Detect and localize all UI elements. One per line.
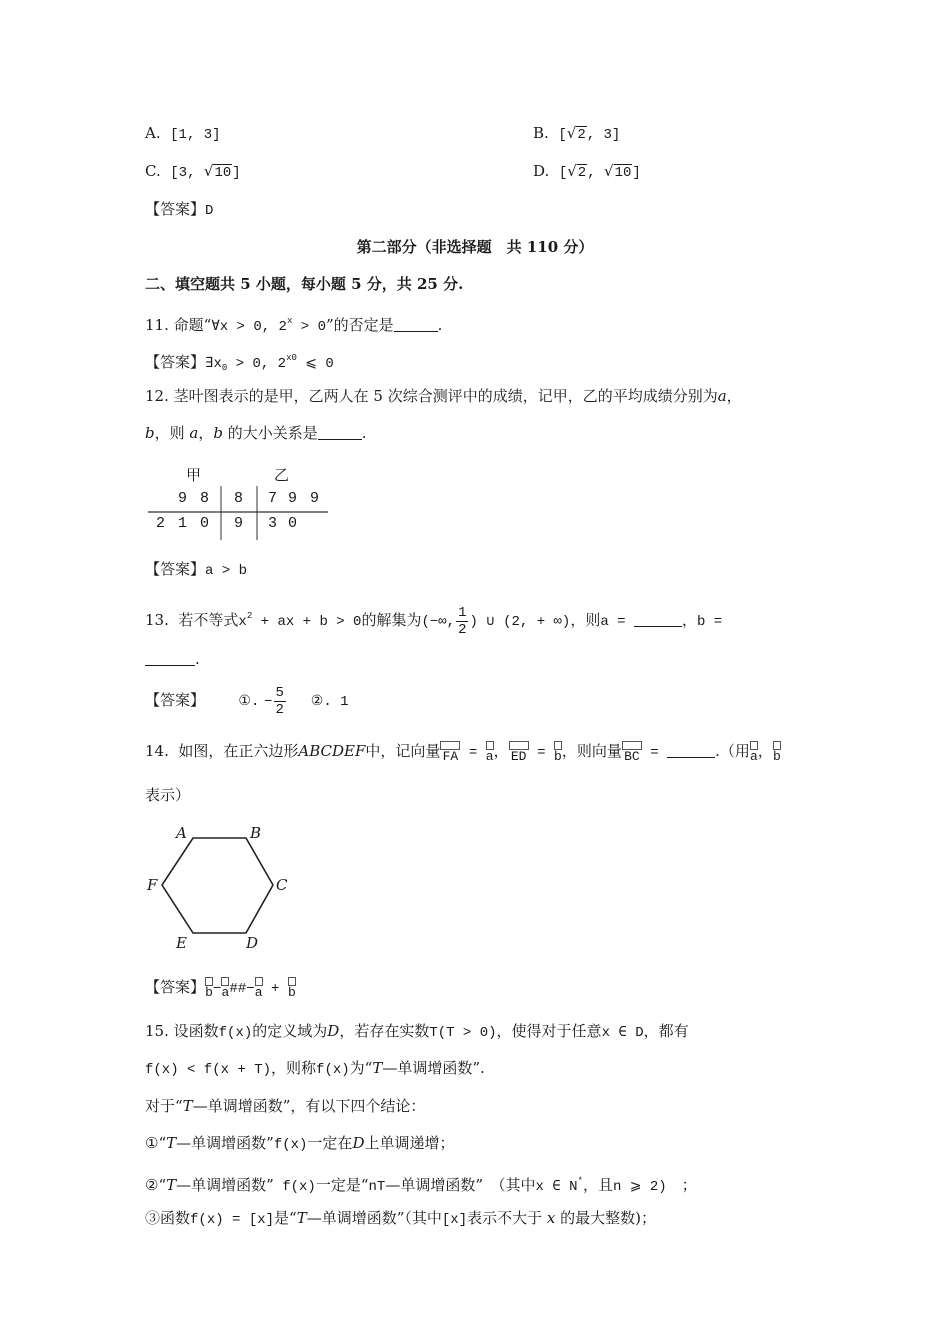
answer-blank [394, 319, 438, 332]
q13-answer: 【答案】 ①. − $\frac{5}{2}$ ②. 1 [145, 684, 349, 718]
question-14: 14. 如图，在正六边形ABCDEF中，记向量 FA = a ， ED = b ，则向量 BC = .（用 a ， b [145, 742, 781, 764]
fraction: $\frac{5}{2}$ [275, 684, 284, 718]
option-a: A. [1, 3] [145, 124, 221, 143]
question-11: 11. 命题“∀x > 0, $2^x > 0$”的否定是 . [145, 316, 443, 335]
option-d: D. [√2, √10] [533, 162, 641, 181]
conclusion-2: ②“T—单调增函数” f(x)一定是“nT—单调增函数” （其中x ∈ N*，且n ⩾ 2) ； [145, 1176, 697, 1195]
conclusion-1: ①“T—单调增函数”f(x)一定在D上单调递增； [145, 1134, 455, 1153]
stem-leaf-leaf: 2 [156, 515, 166, 532]
q11-answer: 【答案】$\exists x_0 > 0$, $2^{x0}$ ⩽ 0 [145, 353, 334, 373]
answer-blank [667, 745, 715, 758]
option-c: C. [3, √10] [145, 162, 241, 181]
q10-answer: 【答案】D [145, 200, 214, 219]
vector-fa: FA [440, 741, 460, 764]
question-15-line1: 15. 设函数f(x)的定义域为D，若存在实数T(T > 0)，使得对于任意x ∈ D，都有 [145, 1022, 689, 1041]
stem-leaf-plot [148, 460, 338, 540]
stem-leaf-leaf: 0 [200, 515, 210, 532]
stem-leaf-leaf: 3 [268, 515, 278, 532]
conclusion-3: ③函数f(x) = [x]是“T—单调增函数”（其中[x]表示不大于 x 的最大整数)； [145, 1209, 657, 1228]
stem-leaf-leaf: 8 [200, 490, 210, 507]
answer-blank [634, 614, 682, 627]
question-15-line2: f(x) < f(x + T)，则称f(x)为“T—单调增函数”. [145, 1059, 485, 1078]
fraction: $\frac{1}{2}$ [458, 604, 467, 638]
stem-leaf-leaf: 9 [288, 490, 298, 507]
answer-blank [318, 427, 362, 440]
vertex-label-f: F [147, 876, 158, 894]
vertex-label-b: B [250, 824, 262, 842]
stem-leaf-leaf: 7 [268, 490, 278, 507]
vertex-label-d: D [246, 934, 259, 952]
q14-answer: 【答案】 b − a ##− a + b [145, 978, 296, 1000]
stem-leaf-stem: 9 [234, 515, 244, 532]
stem-leaf-leaf: 0 [288, 515, 298, 532]
stem-leaf-stem: 8 [234, 490, 244, 507]
vector-ed: ED [509, 741, 529, 764]
stem-leaf-leaf: 9 [310, 490, 320, 507]
q12-answer: 【答案】a > b [145, 560, 248, 579]
vector-b: b [554, 741, 562, 764]
option-b: B. [√2, 3] [533, 124, 621, 143]
vertex-label-a: A [176, 824, 187, 842]
question-14-line2: 表示） [145, 786, 191, 804]
hexagon-figure [140, 820, 300, 955]
stem-leaf-left-title: 甲 [186, 466, 202, 484]
vertex-label-e: E [176, 934, 187, 952]
stem-leaf-leaf: 9 [178, 490, 188, 507]
vector-a: a [750, 741, 758, 764]
vertex-label-c: C [276, 876, 288, 894]
vector-b: b [773, 741, 781, 764]
question-15-line3: 对于“T—单调增函数”，有以下四个结论： [145, 1097, 426, 1115]
part-title: 第二部分（非选择题 共 110 分） [356, 238, 594, 256]
vector-bc: BC [622, 741, 642, 764]
question-13-line2: . [145, 648, 200, 670]
question-12-line2: b，则 a，b 的大小关系是 . [145, 424, 367, 442]
vector-a: a [486, 741, 494, 764]
stem-leaf-leaf: 1 [178, 515, 188, 532]
stem-leaf-right-title: 乙 [274, 466, 290, 484]
section-title: 二、填空题共 5 小题，每小题 5 分，共 25 分. [145, 275, 464, 293]
question-13: 13. 若不等式$x^2$ + ax + b > 0的解集为(−∞, $\frac{1}{2}$ ) ∪ (2, + ∞)，则a = ，b = [145, 604, 723, 638]
answer-blank [145, 653, 195, 666]
question-12-line1: 12. 茎叶图表示的是甲，乙两人在 5 次综合测评中的成绩，记甲，乙的平均成绩分别为a， [145, 387, 742, 405]
